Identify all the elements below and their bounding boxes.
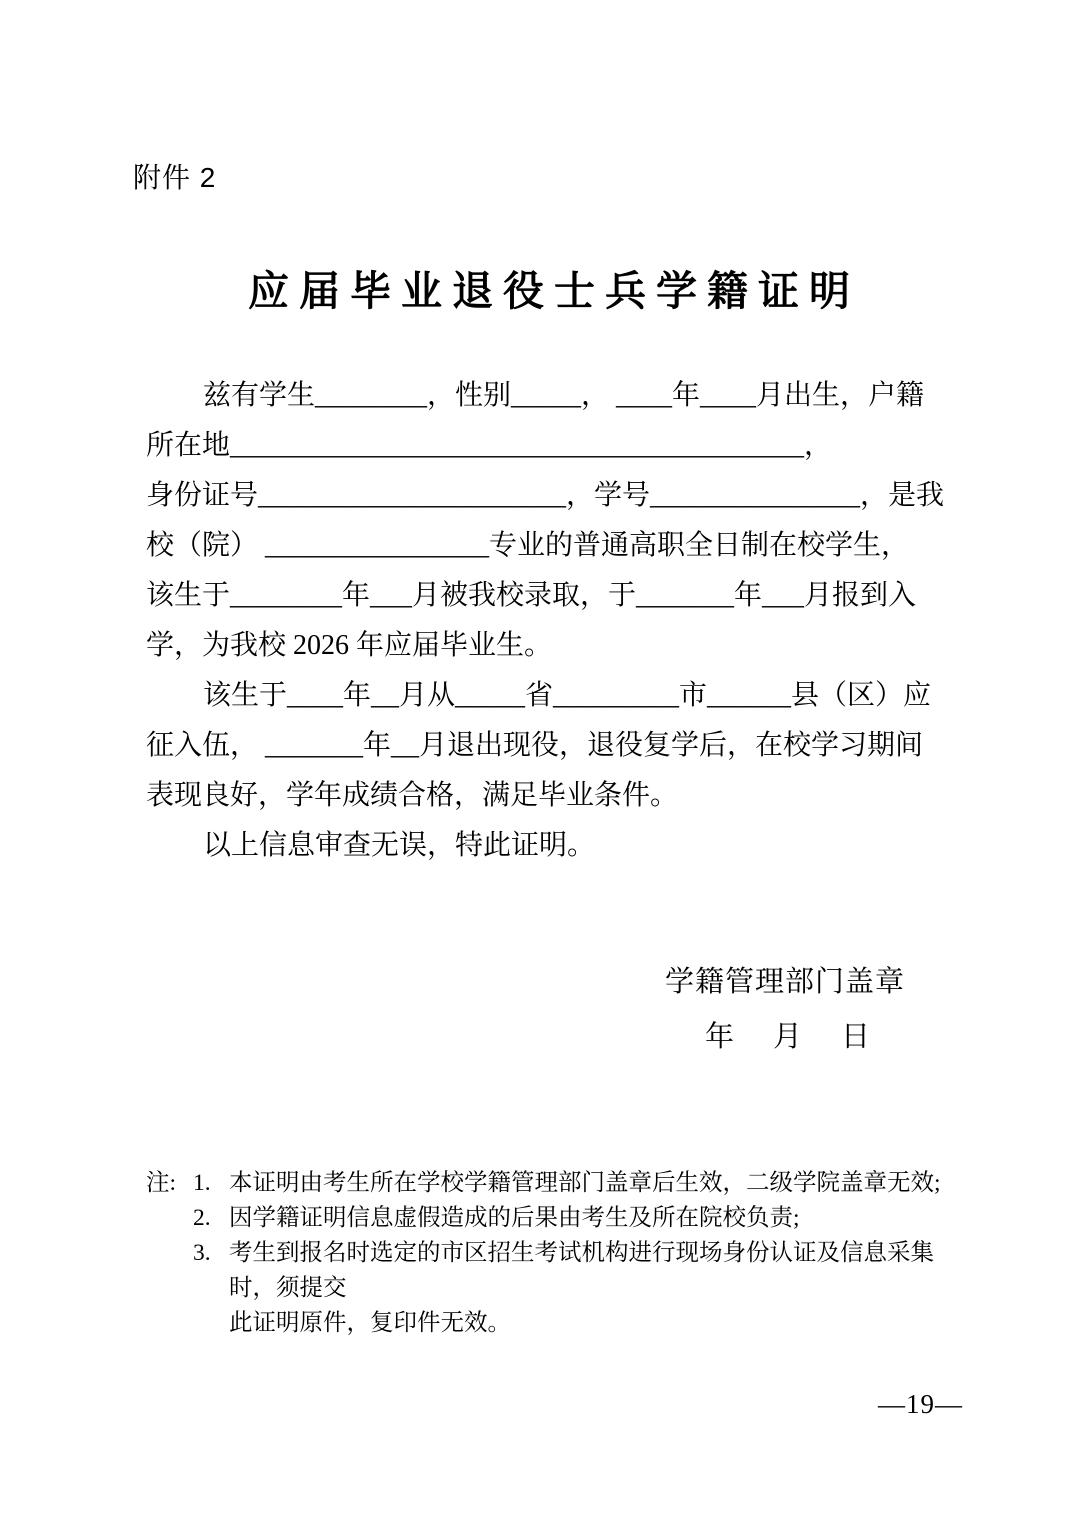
note-item-1: [193, 1166, 952, 1201]
note-text-2: 因学籍证明信息虚假造成的后果由考生及所在院校负责;: [229, 1205, 800, 1231]
body-line-2: 所在地_________________________________________，: [146, 430, 833, 461]
body-line-10: 以上信息审查无误，特此证明。: [203, 830, 596, 861]
body-line-8: 征入伍， _______年__月退出现役，退役复学后，在校学习期间: [146, 730, 924, 761]
note-text-1: 本证明由考生所在学校学籍管理部门盖章后生效，二级学院盖章无效;: [229, 1170, 941, 1196]
body-line-1: 兹有学生________，性别_____， ____年____月出生，户籍: [203, 380, 925, 411]
document-title: 应届毕业退役士兵学籍证明: [248, 268, 860, 314]
notes-label: 注:: [146, 1170, 177, 1196]
body-line-7: 该生于____年__月从_____省_________市______县（区）应: [203, 680, 932, 711]
certificate-body: [146, 371, 952, 871]
stamp-line: 学籍管理部门盖章: [664, 966, 905, 998]
body-line-6: 学，为我校 2026 年应届毕业生。: [146, 630, 553, 661]
date-day-label: 日: [840, 1021, 870, 1053]
note-number-1: 1.: [193, 1170, 211, 1196]
date-year-label: 年: [704, 1021, 734, 1053]
note-number-2: 2.: [193, 1205, 211, 1231]
body-line-3: 身份证号______________________，学号_______________，是我: [146, 480, 945, 511]
signature-block: [146, 957, 952, 1062]
page-number: —19—: [878, 1389, 963, 1419]
note-text-3-line-1: 考生到报名时选定的市区招生考试机构进行现场身份认证及信息采集时，须提交: [229, 1240, 934, 1301]
date-line: [146, 1012, 952, 1062]
body-line-4: 校（院） ________________专业的普通高职全日制在校学生，: [146, 530, 910, 561]
note-item-3: [193, 1236, 952, 1341]
notes-section: [146, 1166, 952, 1341]
note-text-3: [229, 1236, 952, 1341]
note-item-2: [193, 1201, 952, 1236]
body-line-9: 表现良好，学年成绩合格，满足毕业条件。: [146, 780, 679, 811]
date-month-label: 月: [772, 1021, 802, 1053]
body-line-5: 该生于________年___月被我校录取，于_______年___月报到入: [146, 580, 917, 611]
attachment-label: 附件 2: [133, 162, 217, 193]
note-number-3: 3.: [193, 1240, 211, 1266]
note-text-3-line-2: 此证明原件，复印件无效。: [229, 1310, 511, 1336]
notes-list: [193, 1166, 952, 1341]
